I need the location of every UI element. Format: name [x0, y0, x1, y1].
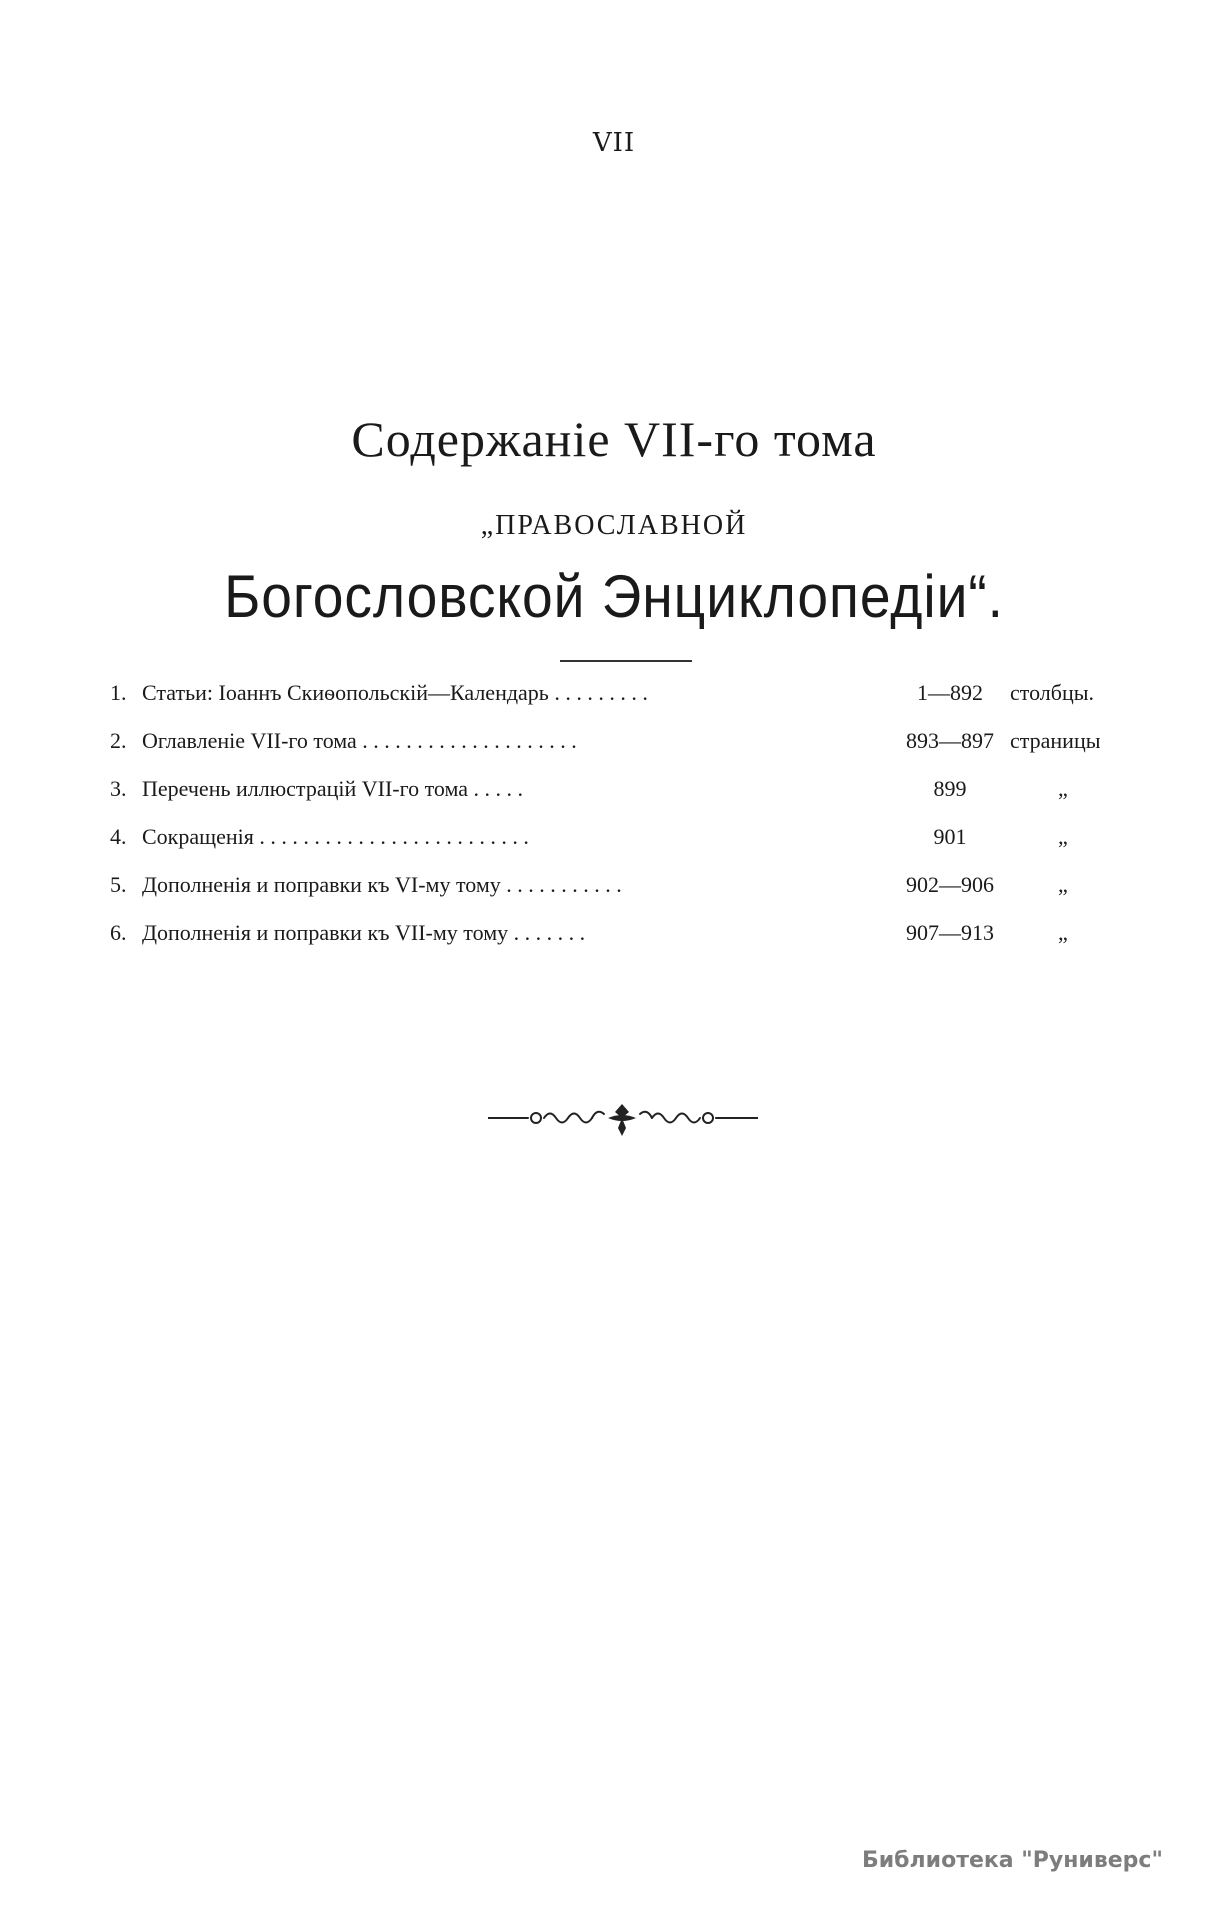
ornament-divider — [488, 1098, 758, 1138]
toc-title: Дополненія и поправки къ VII-му тому . . . . . . . — [142, 920, 586, 945]
toc-pages: 907—913 — [906, 920, 994, 945]
toc-number: 5. — [110, 872, 127, 897]
toc-unit: страницы — [1010, 728, 1101, 753]
toc-row — [0, 728, 1228, 768]
toc-number: 6. — [110, 920, 127, 945]
toc-unit: „ — [1058, 824, 1068, 849]
page-number: VII — [592, 128, 636, 158]
toc-title: Сокращенія . . . . . . . . . . . . . . . . . . . . . . . . . — [142, 824, 529, 849]
heading-line-3: Богословской Энциклопедіи“. — [224, 563, 1004, 630]
toc-number: 2. — [110, 728, 127, 753]
toc-number: 3. — [110, 776, 127, 801]
heading-divider — [560, 660, 692, 662]
toc-pages: 899 — [933, 776, 967, 801]
toc-row — [0, 776, 1228, 816]
toc-number: 4. — [110, 824, 127, 849]
toc-row — [0, 824, 1228, 864]
library-watermark: Библиотека "Руниверс" — [862, 1848, 1163, 1873]
heading-line-1: Содержаніе VII-го тома — [351, 411, 877, 467]
toc-title: Дополненія и поправки къ VI-му тому . . . . . . . . . . . — [142, 872, 622, 897]
toc-row — [0, 872, 1228, 912]
toc-pages: 893—897 — [906, 728, 994, 753]
toc-row — [0, 920, 1228, 960]
toc-unit: „ — [1058, 920, 1068, 945]
toc-unit: „ — [1058, 776, 1068, 801]
toc-number: 1. — [110, 680, 127, 705]
toc-title: Оглавленіе VII-го тома . . . . . . . . . . . . . . . . . . . . — [142, 728, 577, 753]
toc-row — [0, 680, 1228, 720]
toc-title: Статьи: Іоаннъ Скиѳопольскій—Календарь . . . . . . . . . — [142, 680, 648, 705]
toc-unit: „ — [1058, 872, 1068, 897]
toc-title: Перечень иллюстрацій VII-го тома . . . . . — [142, 776, 524, 801]
toc-pages: 901 — [933, 824, 967, 849]
toc-pages: 902—906 — [906, 872, 994, 897]
toc-unit: столбцы. — [1010, 680, 1095, 705]
toc-pages: 1—892 — [917, 680, 983, 705]
heading-line-2: „ПРАВОСЛАВНОЙ — [480, 510, 748, 541]
